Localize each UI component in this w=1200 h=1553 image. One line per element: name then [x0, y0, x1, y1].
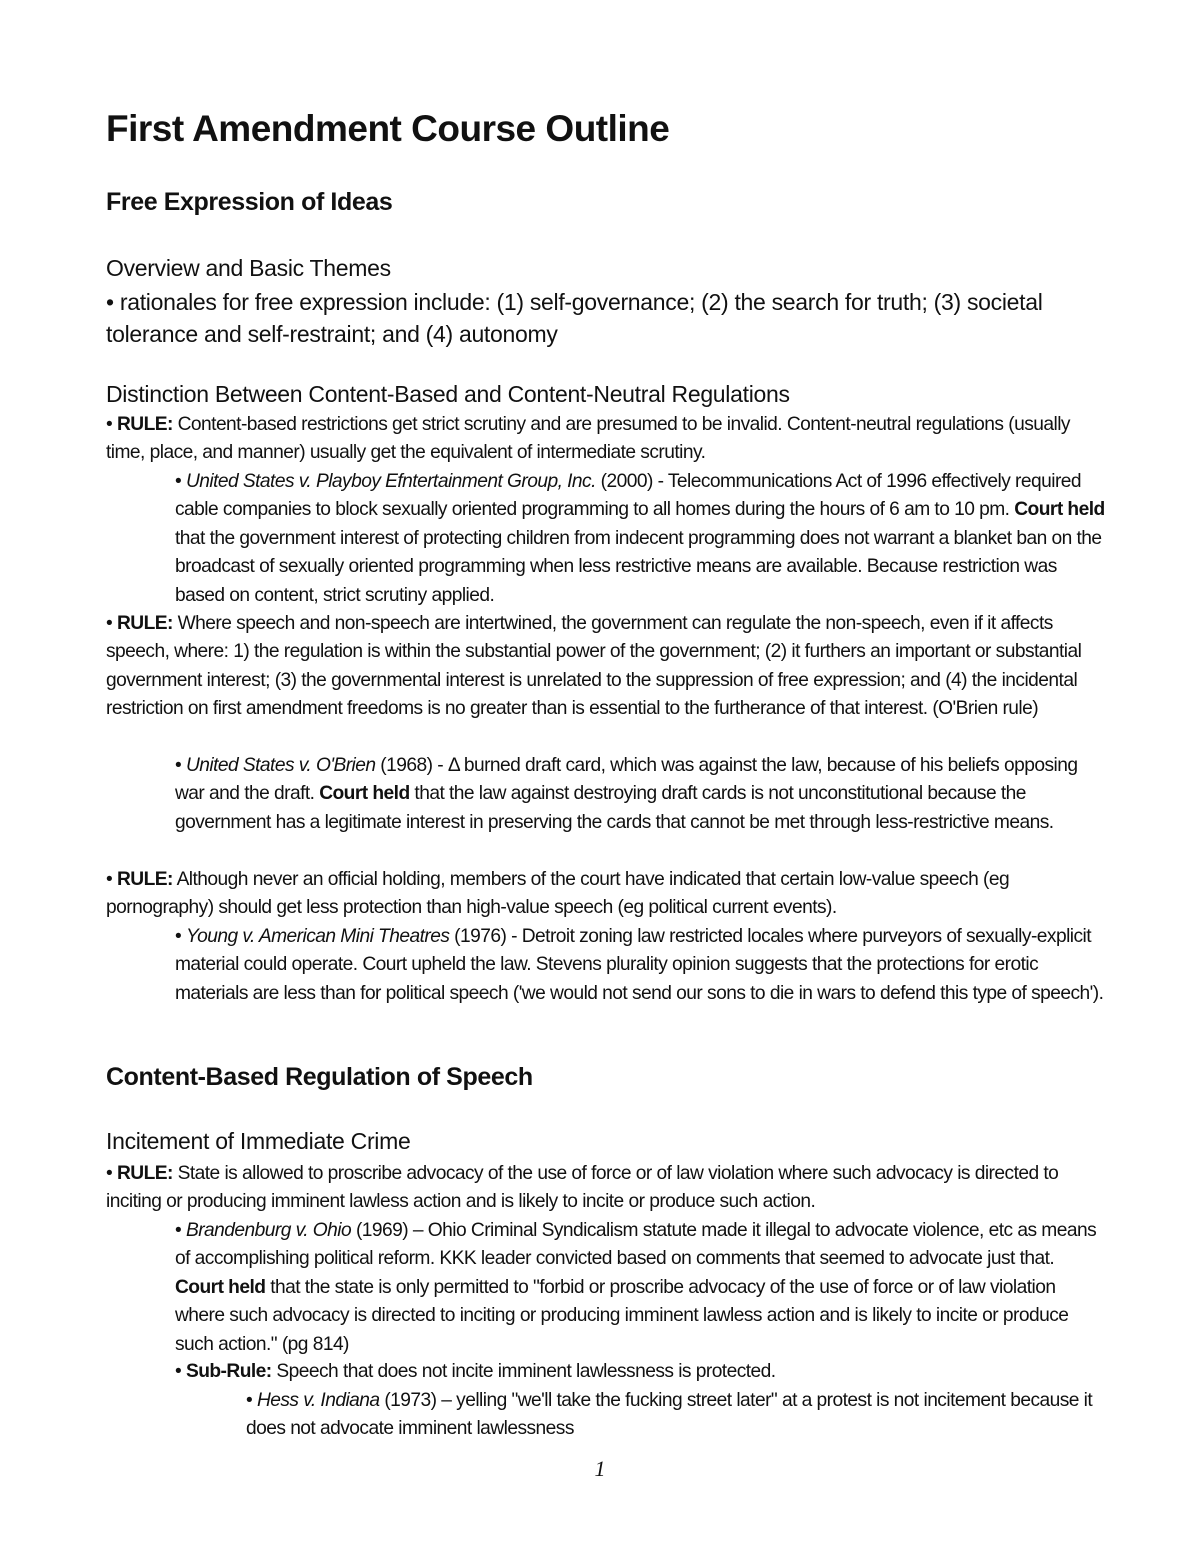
case-name: Young v. American Mini Theatres: [185, 926, 450, 947]
case-hess: [246, 1387, 1106, 1444]
rule-obrien: [106, 610, 1106, 724]
rule-low-value-speech: [106, 866, 1106, 923]
case-holding: that the government interest of protecting children from indecent programming does not warrant a blanket ban on the broadcast of sexually oriented programming when less restrictive means are available. Because restriction was based on content, strict scrutiny applied.: [175, 527, 1102, 606]
rule-text: State is allowed to proscribe advocacy of the use of force or of law violation where such advocacy is directed to inciting or producing imminent lawless action and is likely to incite or produce such action.: [106, 1163, 1059, 1213]
case-name: Brandenburg v. Ohio: [185, 1220, 352, 1241]
court-held-label: Court held: [175, 1276, 266, 1298]
rule-text: Where speech and non-speech are intertwined, the government can regulate the non-speech, even if it affects speech, where: 1) the regulation is within the substantial power of the government; (2) it furthers an important or substantial government interest; (3) the governmental interest is unrelated to the suppression of free expression; and (4) the incidental restriction on first amendment freedoms is no greater than is essential to the furtherance of that interest. (O'Brien rule): [106, 613, 1082, 720]
case-text: (1976) - Detroit zoning law restricted locales where purveyors of sexually-explicit material could operate. Court upheld the law. Stevens plurality opinion suggests that the protections for erotic materials are less than for political speech ('we would not send our sons to die in wars to defend this type of speech').: [175, 926, 1104, 1004]
rule-label: RULE:: [116, 414, 173, 435]
bullet: •: [106, 613, 113, 634]
sub-rule: [175, 1358, 1105, 1386]
case-playboy: [175, 468, 1105, 610]
bullet: •: [175, 755, 182, 776]
document-title: First Amendment Course Outline: [106, 108, 670, 149]
bullet: •: [175, 926, 182, 947]
case-text: (1968) - Δ burned draft card, which was against the law, because of his beliefs opposing war and the draft.: [175, 755, 1078, 805]
case-holding: that the law against destroying draft cards is not unconstitutional because the government has a legitimate interest in preserving the cards that cannot be met through less-restrictive means.: [175, 783, 1054, 833]
rule-label: RULE:: [116, 869, 173, 890]
case-text: (1969) – Ohio Criminal Syndicalism statute made it illegal to advocate violence, etc as means of accomplishing political reform. KKK leader convicted based on comments that seemed to advocate just that.: [175, 1220, 1097, 1270]
bullet: •: [175, 471, 182, 492]
bullet: •: [246, 1390, 253, 1411]
bullet: •: [175, 1361, 182, 1382]
bullet: •: [106, 289, 114, 315]
section-heading-free-expression: Free Expression of Ideas: [106, 188, 393, 216]
case-name: Hess v. Indiana: [256, 1390, 380, 1411]
rule-label: RULE:: [116, 613, 173, 634]
bullet: •: [106, 414, 113, 435]
section-heading-content-based: Content-Based Regulation of Speech: [106, 1063, 533, 1091]
bullet: •: [106, 1163, 113, 1184]
case-text: (1973) – yelling "we'll take the fucking street later" at a protest is not incitement because it does not advocate imminent lawlessness: [246, 1390, 1093, 1440]
subheading-distinction: Distinction Between Content-Based and Content-Neutral Regulations: [106, 381, 790, 407]
subheading-incitement: Incitement of Immediate Crime: [106, 1128, 411, 1154]
page-number: 1: [594, 1456, 606, 1481]
case-text: (2000) - Telecommunications Act of 1996 effectively required cable companies to block sexually oriented programming to all homes during the hours of 6 am to 10 pm.: [175, 471, 1082, 521]
overview-text: rationales for free expression include: (1) self-governance; (2) the search for truth; (3) societal tolerance and self-restraint; and (4) autonomy: [106, 289, 1043, 347]
overview-bullet: [106, 286, 1106, 350]
sub-rule-label: Sub-Rule:: [185, 1361, 272, 1382]
court-held-label: Court held: [1014, 499, 1105, 521]
case-name: United States v. O'Brien: [185, 755, 376, 776]
rule-text: Although never an official holding, members of the court have indicated that certain low-value speech (eg pornography) should get less protection than high-value speech (eg political current events).: [106, 869, 1010, 919]
rule-label: RULE:: [116, 1163, 173, 1184]
court-held-label: Court held: [319, 783, 410, 805]
subheading-overview: Overview and Basic Themes: [106, 255, 391, 281]
rule-incitement: [106, 1160, 1106, 1217]
rule-text: Content-based restrictions get strict scrutiny and are presumed to be invalid. Content-neutral regulations (usually time, place, and manner) usually get the equivalent of intermediate scrutiny.: [106, 414, 1070, 464]
case-obrien: [175, 752, 1105, 837]
sub-rule-text: Speech that does not incite imminent lawlessness is protected.: [276, 1361, 776, 1382]
case-name: United States v. Playboy Efntertainment Group, Inc.: [185, 471, 596, 492]
case-holding: that the state is only permitted to "forbid or proscribe advocacy of the use of force or of law violation where such advocacy is directed to inciting or producing imminent lawless action and is likely to incite or produce such action." (pg 814): [175, 1276, 1069, 1355]
bullet: •: [106, 869, 113, 890]
case-brandenburg: [175, 1217, 1105, 1359]
rule-content-based: [106, 411, 1106, 468]
case-young: [175, 923, 1105, 1008]
bullet: •: [175, 1220, 182, 1241]
